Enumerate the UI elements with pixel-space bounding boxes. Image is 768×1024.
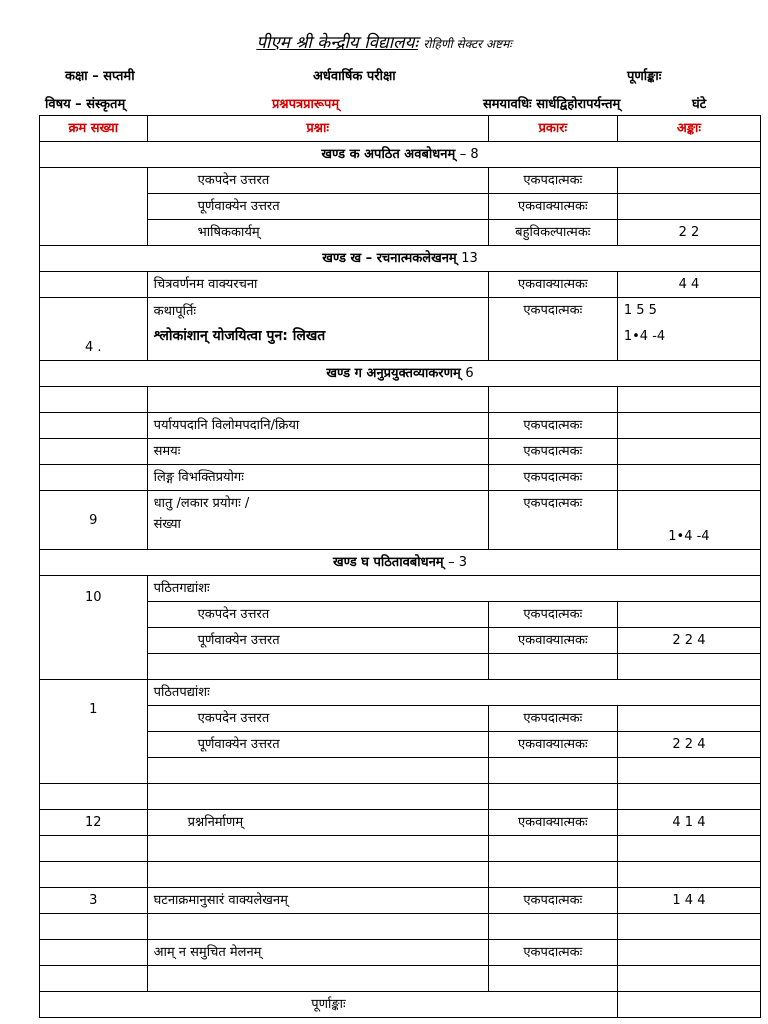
table-row	[40, 194, 761, 220]
question-blueprint-table	[39, 115, 761, 1018]
table-row	[40, 966, 761, 992]
poem-heading: पठितपद्यांशः	[147, 680, 760, 706]
section-row	[40, 246, 761, 272]
blueprint-label: प्रश्नपत्रप्रारूपम्	[272, 97, 340, 112]
question-cell: एकपदेन उत्तरत	[147, 168, 488, 194]
total-label: पूर्णाङ्काः	[40, 992, 618, 1018]
table-row	[40, 836, 761, 862]
total-row	[40, 992, 761, 1018]
question-cell: समयः	[147, 439, 488, 465]
section-marks: 13	[461, 251, 478, 266]
type-cell: बहुविकल्पात्मकः	[488, 220, 617, 246]
question-cell: पूर्णवाक्येन उत्तरत	[147, 732, 488, 758]
table-row	[40, 387, 761, 413]
type-cell: एकपदात्मकः	[488, 888, 617, 914]
table-row	[40, 654, 761, 680]
class-label: कक्षा – सप्तमी	[65, 69, 135, 84]
exam-name: अर्धवार्षिक परीक्षा	[313, 69, 396, 84]
table-row	[40, 940, 761, 966]
type-cell: एकपदात्मकः	[488, 439, 617, 465]
serial-cell: 4 .	[40, 298, 148, 361]
school-name: पीएम श्री केन्द्रीय विद्यालयः	[256, 33, 418, 53]
marks-cell: 2 2	[617, 220, 760, 246]
type-cell: एकपदात्मकः	[488, 413, 617, 439]
table-row	[40, 439, 761, 465]
question-cell: घटनाक्रमानुसारं वाक्यलेखनम्	[147, 888, 488, 914]
question-cell: लिङ्ग विभक्तिप्रयोगः	[147, 465, 488, 491]
table-row	[40, 272, 761, 298]
type-cell: एकवाक्यात्मकः	[488, 810, 617, 836]
section-marks: 6	[465, 366, 474, 381]
section-title: खण्ड ख – रचनात्मकलेखनम्	[322, 251, 457, 266]
question-cell: प्रश्ननिर्माणम्	[147, 810, 488, 836]
section-row	[40, 142, 761, 168]
table-row	[40, 576, 761, 602]
school-title	[0, 30, 768, 53]
total-marks-label: पूर्णाङ्काः	[627, 69, 662, 84]
question-cell: एकपदेन उत्तरत	[147, 706, 488, 732]
question-cell: पूर्णवाक्येन उत्तरत	[147, 194, 488, 220]
marks-cell: 4 1 4	[617, 810, 760, 836]
school-location: रोहिणी सेक्टर अष्टमः	[423, 37, 512, 51]
serial-cell: 12	[40, 810, 148, 836]
marks-cell: 1 5 5	[623, 303, 657, 318]
col-question: प्रश्नाः	[147, 116, 488, 142]
section-marks: – 8	[459, 147, 479, 162]
section-marks: – 3	[448, 555, 468, 570]
table-row	[40, 168, 761, 194]
marks-cell: 1•4 -4	[617, 491, 760, 550]
table-row	[40, 862, 761, 888]
marks-subtext: 1•4 -4	[623, 329, 666, 344]
duration-label: समयावधिः सार्धद्विहोरापर्यन्तम्	[483, 97, 621, 112]
table-row	[40, 491, 761, 550]
type-cell: एकवाक्यात्मकः	[488, 272, 617, 298]
question-cell: आम् न समुचित मेलनम्	[147, 940, 488, 966]
col-serial: क्रम सख्या	[40, 116, 148, 142]
type-cell: एकपदात्मकः	[488, 706, 617, 732]
table-row	[40, 706, 761, 732]
question-cell: पर्यायपदानि विलोमपदानि/क्रिया	[147, 413, 488, 439]
section-title: खण्ड घ पठितावबोधनम्	[332, 555, 444, 570]
serial-cell: 9	[40, 491, 148, 550]
col-marks: अङ्काः	[617, 116, 760, 142]
table-row	[40, 784, 761, 810]
col-type: प्रकारः	[488, 116, 617, 142]
type-cell: एकपदात्मकः	[488, 168, 617, 194]
section-title: खण्ड क अपठित अवबोधनम्	[321, 147, 456, 162]
type-cell: एकवाक्यात्मकः	[488, 732, 617, 758]
type-cell: एकपदात्मकः	[488, 491, 617, 550]
serial-cell: 3	[40, 888, 148, 914]
table-row	[40, 732, 761, 758]
question-cell: चित्रवर्णनम वाक्यरचना	[147, 272, 488, 298]
question-cell: पूर्णवाक्येन उत्तरत	[147, 628, 488, 654]
marks-cell: 2 2 4	[617, 628, 760, 654]
question-cell: धातु /लकार प्रयोगः /	[153, 496, 250, 511]
marks-cell: 4 4	[617, 272, 760, 298]
table-row	[40, 888, 761, 914]
section-title: खण्ड ग अनुप्रयुक्तव्याकरणम्	[326, 366, 461, 381]
marks-cell: 1 4 4	[617, 888, 760, 914]
serial-cell: 1	[40, 680, 148, 784]
type-cell: एकवाक्यात्मकः	[488, 194, 617, 220]
table-row	[40, 758, 761, 784]
section-row	[40, 361, 761, 387]
table-row	[40, 413, 761, 439]
question-cell: कथापूर्तिः	[153, 304, 197, 319]
passage-heading: पठितगद्यांशः	[147, 576, 760, 602]
table-row	[40, 465, 761, 491]
type-cell: एकपदात्मकः	[488, 465, 617, 491]
question-subtext: संख्या	[153, 517, 181, 532]
question-subtext: श्लोकांशान् योजयित्वा पुन: लिखत	[153, 328, 326, 344]
table-row	[40, 810, 761, 836]
section-row	[40, 550, 761, 576]
type-cell: एकपदात्मकः	[488, 602, 617, 628]
marks-cell: 2 2 4	[617, 732, 760, 758]
hours-label: घंटे	[692, 97, 707, 112]
table-row	[40, 602, 761, 628]
type-cell: एकपदात्मकः	[488, 298, 617, 361]
table-row	[40, 298, 761, 361]
question-cell: एकपदेन उत्तरत	[147, 602, 488, 628]
table-row	[40, 220, 761, 246]
table-row	[40, 914, 761, 940]
question-cell: भाषिककार्यम्	[147, 220, 488, 246]
table-row	[40, 680, 761, 706]
type-cell: एकपदात्मकः	[488, 940, 617, 966]
serial-cell: 10	[40, 576, 148, 680]
type-cell: एकवाक्यात्मकः	[488, 628, 617, 654]
subject-label: विषय – संस्कृतम्	[45, 97, 126, 112]
table-header-row	[40, 116, 761, 142]
table-row	[40, 628, 761, 654]
